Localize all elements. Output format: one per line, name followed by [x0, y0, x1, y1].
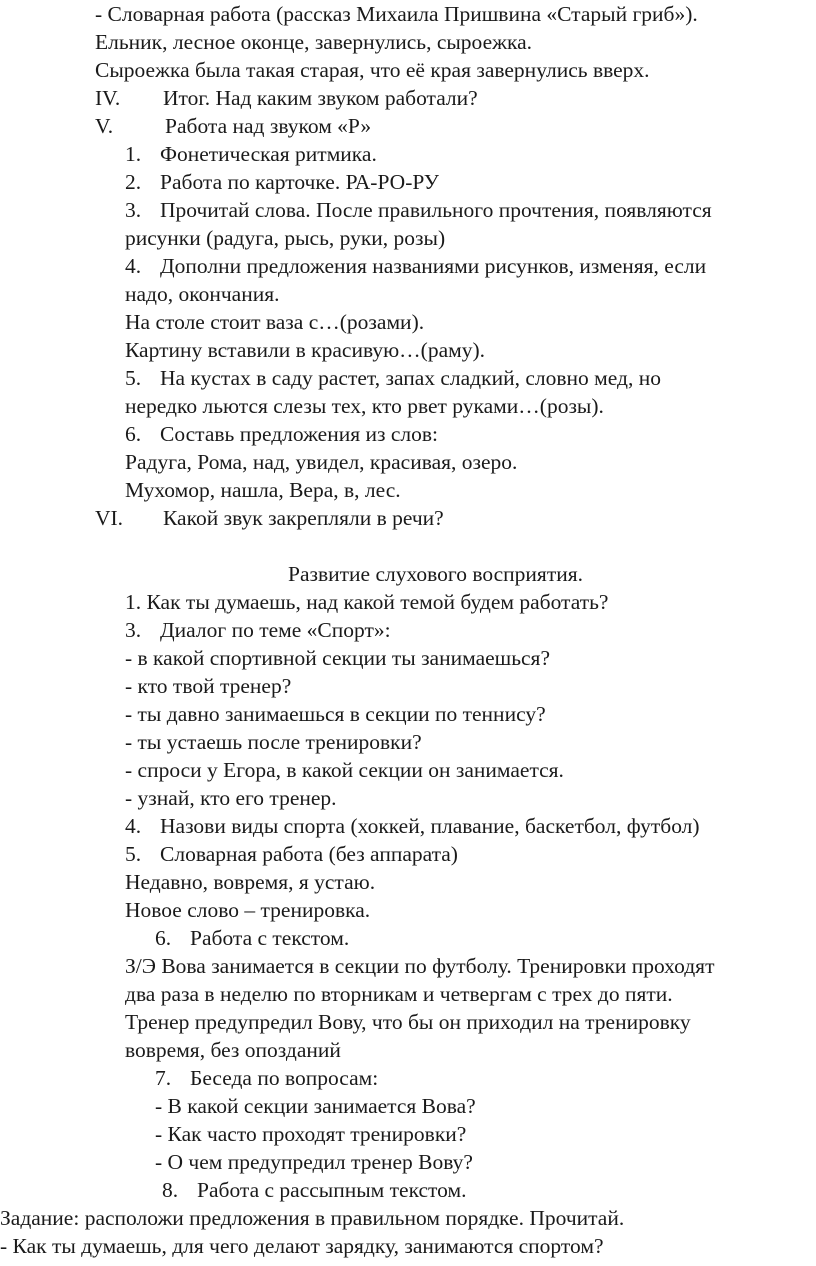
numbered-list-item — [125, 140, 377, 168]
numbered-list-item — [125, 840, 458, 868]
text-line: Ельник, лесное оконце, завернулись, сыроежка. — [95, 30, 533, 54]
numbered-list-item — [125, 364, 661, 392]
numbered-list-item — [125, 616, 391, 644]
list-number: 1. — [125, 142, 142, 166]
numbered-list-item — [125, 168, 439, 196]
text-line: - В какой секции занимается Вова? — [155, 1094, 476, 1118]
text-line: рисунки (радуга, рысь, руки, розы) — [125, 226, 446, 250]
list-item-text: Фонетическая ритмика. — [160, 142, 377, 166]
text-line: - в какой спортивной секции ты занимаешься? — [125, 646, 550, 670]
text-line: Радуга, Рома, над, увидел, красивая, озеро. — [125, 450, 518, 474]
list-item-text: Дополни предложения названиями рисунков, изменяя, если — [160, 254, 707, 278]
list-item-text: Прочитай слова. После правильного прочтения, появляются — [160, 198, 712, 222]
list-item-text: Работа с рассыпным текстом. — [197, 1178, 467, 1202]
text-line: два раза в неделю по вторникам и четвергам с трех до пяти. — [125, 982, 673, 1006]
text-line: 1. Как ты думаешь, над какой темой будем работать? — [125, 590, 609, 614]
text-line: Новое слово – тренировка. — [125, 898, 371, 922]
list-number: 5. — [125, 366, 142, 390]
numbered-list-item — [125, 812, 700, 840]
list-item-text: Составь предложения из слов: — [160, 422, 439, 446]
list-number: V. — [95, 114, 114, 138]
text-line: З/Э Вова занимается в секции по футболу. Тренировки проходят — [125, 954, 715, 978]
list-number: VI. — [95, 506, 124, 530]
list-item-text: На кустах в саду растет, запах сладкий, словно мед, но — [160, 366, 661, 390]
text-line: нередко льются слезы тех, кто рвет руками…(розы). — [125, 394, 604, 418]
list-number: IV. — [95, 86, 121, 110]
list-number: 3. — [125, 618, 142, 642]
text-line: Сыроежка была такая старая, что её края завернулись вверх. — [95, 58, 650, 82]
section-heading: Развитие слухового восприятия. — [288, 562, 583, 586]
list-item-text: Диалог по теме «Спорт»: — [160, 618, 391, 642]
list-item-text: Беседа по вопросам: — [190, 1066, 379, 1090]
text-line: - узнай, кто его тренер. — [125, 786, 337, 810]
text-line: - О чем предупредил тренер Вову? — [155, 1150, 473, 1174]
text-line: - ты давно занимаешься в секции по теннису? — [125, 702, 546, 726]
numbered-list-item — [155, 1064, 378, 1092]
text-line: На столе стоит ваза с…(розами). — [125, 310, 425, 334]
list-item-text: Работа по карточке. РА-РО-РУ — [160, 170, 440, 194]
roman-list-item — [95, 84, 478, 112]
list-item-text: Работа с текстом. — [190, 926, 350, 950]
list-item-text: Какой звук закрепляли в речи? — [163, 506, 444, 530]
text-line: Тренер предупредил Вову, что бы он приходил на тренировку — [125, 1010, 691, 1034]
list-number: 5. — [125, 842, 142, 866]
list-number: 6. — [125, 422, 142, 446]
roman-list-item — [95, 504, 444, 532]
text-line: Задание: расположи предложения в правильном порядке. Прочитай. — [0, 1206, 625, 1230]
text-line: - Как часто проходят тренировки? — [155, 1122, 467, 1146]
text-line: - спроси у Егора, в какой секции он занимается. — [125, 758, 564, 782]
text-line: Недавно, вовремя, я устаю. — [125, 870, 376, 894]
list-number: 4. — [125, 814, 142, 838]
text-line: надо, окончания. — [125, 282, 280, 306]
list-number: 4. — [125, 254, 142, 278]
numbered-list-item — [155, 924, 349, 952]
text-line: Мухомор, нашла, Вера, в, лес. — [125, 478, 401, 502]
numbered-list-item — [125, 252, 706, 280]
text-line: - ты устаешь после тренировки? — [125, 730, 422, 754]
text-line: вовремя, без опозданий — [125, 1038, 341, 1062]
list-item-text: Словарная работа (без аппарата) — [160, 842, 458, 866]
list-number: 3. — [125, 198, 142, 222]
list-item-text: Работа над звуком «Р» — [165, 114, 372, 138]
text-line: - кто твой тренер? — [125, 674, 292, 698]
numbered-list-item — [125, 196, 712, 224]
numbered-list-item — [162, 1176, 467, 1204]
list-item-text: Итог. Над каким звуком работали? — [163, 86, 478, 110]
list-item-text: Назови виды спорта (хоккей, плавание, баскетбол, футбол) — [160, 814, 700, 838]
list-number: 6. — [155, 926, 172, 950]
roman-list-item — [95, 112, 371, 140]
text-line: - Как ты думаешь, для чего делают зарядку, занимаются спортом? — [0, 1234, 604, 1258]
list-number: 2. — [125, 170, 142, 194]
list-number: 8. — [162, 1178, 179, 1202]
numbered-list-item — [125, 420, 438, 448]
text-line: - Словарная работа (рассказ Михаила Пришвина «Старый гриб»). — [95, 2, 698, 26]
list-number: 7. — [155, 1066, 172, 1090]
text-line: Картину вставили в красивую…(раму). — [125, 338, 486, 362]
